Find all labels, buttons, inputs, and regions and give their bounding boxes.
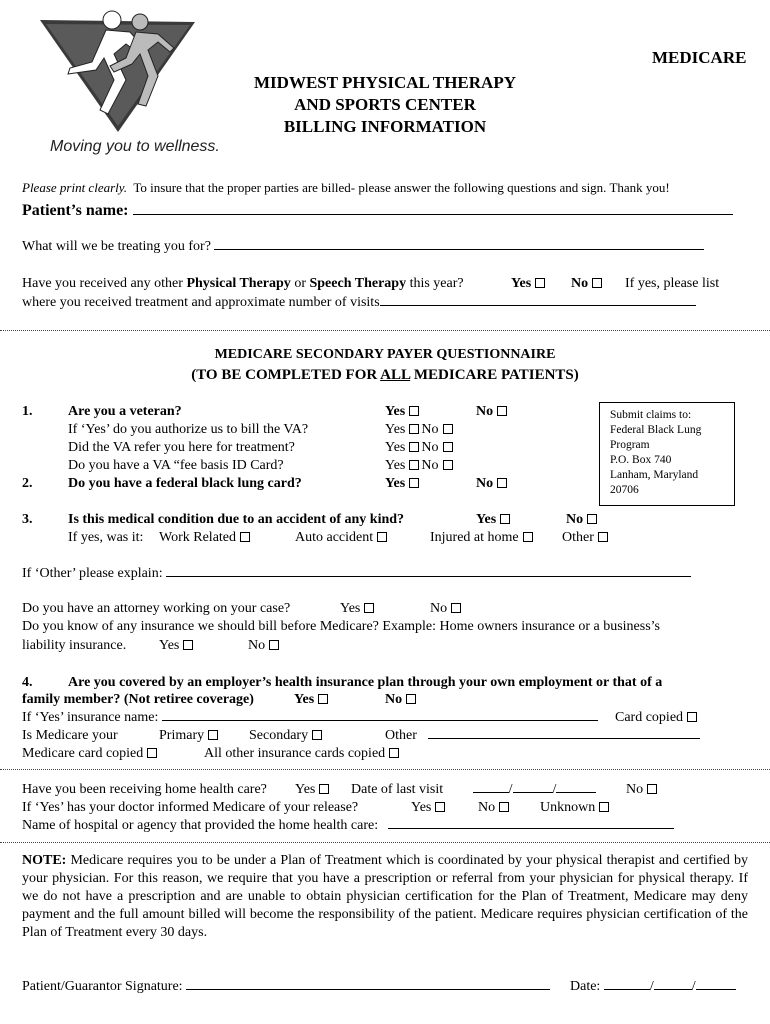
date-last-visit-month[interactable]: [473, 791, 509, 793]
primary-checkbox[interactable]: [208, 730, 218, 740]
date-last-visit: [351, 782, 596, 798]
q2-no-label: No: [476, 476, 494, 491]
q3-yes: [476, 512, 512, 528]
treating-row: [22, 239, 704, 255]
submit-line-6: 20706: [610, 484, 639, 496]
hospital-name-field[interactable]: [388, 827, 674, 829]
q1c-no-label: No: [421, 458, 439, 473]
all-other-cards: [204, 746, 401, 762]
card-copied: [615, 710, 699, 726]
q1b-yes-checkbox[interactable]: [409, 442, 419, 452]
q3-no-checkbox[interactable]: [587, 514, 597, 524]
treating-label: What will we be treating you for?: [22, 239, 211, 254]
q1-no-label: No: [476, 404, 494, 419]
q1a-no-checkbox[interactable]: [443, 424, 453, 434]
q1b-text: Did the VA refer you here for treatment?: [68, 440, 295, 455]
q2-yes-checkbox[interactable]: [409, 478, 419, 488]
q1b-yes-label: Yes: [385, 440, 406, 455]
q4-yes-checkbox[interactable]: [318, 694, 328, 704]
home-health-yes: [295, 782, 331, 798]
q3-home-checkbox[interactable]: [523, 532, 533, 542]
q3-text: Is this medical condition due to an accident of any kind?: [68, 512, 405, 527]
ins-name-label: If ‘Yes’ insurance name:: [22, 710, 159, 725]
therapy-st: Speech Therapy: [309, 276, 407, 291]
divider-3: [0, 842, 770, 843]
ins-name-field[interactable]: [162, 719, 598, 721]
q4-no-checkbox[interactable]: [406, 694, 416, 704]
q3-home: [430, 530, 535, 546]
signature-slash-1: /: [649, 979, 654, 994]
q3-no-label: No: [566, 512, 584, 527]
attorney-yes-checkbox[interactable]: [364, 603, 374, 613]
q4-yes-label: Yes: [294, 692, 315, 707]
liability-no: [248, 638, 281, 654]
q2-yes: [385, 476, 421, 492]
form-type: MEDICARE: [652, 48, 747, 67]
q3-work-label: Work Related: [159, 530, 237, 545]
msp-title-2-pre: (TO BE COMPLETED FOR: [191, 367, 381, 383]
home-health-no-checkbox[interactable]: [647, 784, 657, 794]
divider-2: [0, 769, 770, 770]
secondary-option: [249, 728, 324, 744]
q3-auto: [295, 530, 389, 546]
q2-number: 2.: [22, 476, 33, 491]
home-health-yes-label: Yes: [295, 782, 316, 797]
q4-no-label: No: [385, 692, 403, 707]
q1-text: Are you a veteran?: [68, 404, 182, 419]
doctor-no: [478, 800, 511, 816]
intro-instructions: To insure that the proper parties are billed- please answer the following questions and sign. Thank you!: [133, 180, 670, 195]
therapy-yes: [511, 276, 547, 292]
hospital-name-row: [22, 818, 674, 834]
other-explain-label: If ‘Other’ please explain:: [22, 566, 163, 581]
hospital-name-label: Name of hospital or agency that provided the home health care:: [22, 818, 379, 833]
home-health-no-label: No: [626, 782, 644, 797]
q1c-text: Do you have a VA “fee basis ID Card?: [68, 458, 284, 473]
q4-yes: [294, 692, 330, 708]
q3-yes-checkbox[interactable]: [500, 514, 510, 524]
medicare-card-copied-checkbox[interactable]: [147, 748, 157, 758]
signature-slash-2: /: [691, 979, 696, 994]
date-slash-2: /: [552, 782, 557, 797]
q1-yes-checkbox[interactable]: [409, 406, 419, 416]
doctor-yes-label: Yes: [411, 800, 432, 815]
q3-number: 3.: [22, 512, 33, 527]
q3-no: [566, 512, 599, 528]
title-line-1: MIDWEST PHYSICAL THERAPY: [254, 73, 516, 92]
liability-yes-label: Yes: [159, 638, 180, 653]
home-health-no: [626, 782, 659, 798]
all-other-cards-checkbox[interactable]: [389, 748, 399, 758]
q1a-answers: [385, 422, 455, 438]
signature-field[interactable]: [186, 988, 550, 990]
q1a-yes-checkbox[interactable]: [409, 424, 419, 434]
card-copied-checkbox[interactable]: [687, 712, 697, 722]
q1b-no-label: No: [421, 440, 439, 455]
primary-option: [159, 728, 220, 744]
msp-title-2-post: MEDICARE PATIENTS): [410, 367, 579, 383]
q2-text: Do you have a federal black lung card?: [68, 476, 302, 491]
q3-work-checkbox[interactable]: [240, 532, 250, 542]
signature-date-day[interactable]: [654, 988, 692, 990]
attorney-yes: [340, 601, 376, 617]
msp-title-2: [0, 367, 770, 384]
signature-date-year[interactable]: [696, 988, 736, 990]
q1-yes-label: Yes: [385, 404, 406, 419]
where-received-row: [22, 295, 696, 311]
q3-other-checkbox[interactable]: [598, 532, 608, 542]
q2-no: [476, 476, 509, 492]
attorney-no: [430, 601, 463, 617]
other-label: Other: [385, 728, 417, 743]
signature-date-month[interactable]: [604, 988, 650, 990]
signature-row: [22, 979, 550, 995]
q3-auto-label: Auto accident: [295, 530, 374, 545]
q3-other: [562, 530, 610, 546]
patient-name-label: Patient’s name:: [22, 202, 129, 219]
logo-tagline: Moving you to wellness.: [50, 138, 220, 155]
signature-label: Patient/Guarantor Signature:: [22, 979, 183, 994]
intro-line: [22, 180, 670, 196]
q2-yes-label: Yes: [385, 476, 406, 491]
therapy-no-label: No: [571, 276, 589, 291]
q1a-yes-label: Yes: [385, 422, 406, 437]
doctor-yes: [411, 800, 447, 816]
attorney-no-checkbox[interactable]: [451, 603, 461, 613]
home-health-question: Have you been receiving home health care?: [22, 782, 267, 797]
attorney-no-label: No: [430, 601, 448, 616]
therapy-or: or: [290, 276, 310, 291]
other-option: [385, 728, 700, 744]
liability-label: liability insurance.: [22, 638, 127, 653]
other-field[interactable]: [428, 737, 700, 739]
q1c-yes-checkbox[interactable]: [409, 460, 419, 470]
insurance-question: Do you know of any insurance we should bill before Medicare? Example: Home owners insurance or a business’s: [22, 619, 660, 634]
q2-no-checkbox[interactable]: [497, 478, 507, 488]
liability-yes-checkbox[interactable]: [183, 640, 193, 650]
therapy-yes-label: Yes: [511, 276, 532, 291]
where-received-label: where you received treatment and approximate number of visits: [22, 295, 380, 310]
doctor-no-label: No: [478, 800, 496, 815]
therapy-no-checkbox[interactable]: [592, 278, 602, 288]
doctor-unknown-checkbox[interactable]: [599, 802, 609, 812]
date-last-visit-label: Date of last visit: [351, 782, 444, 797]
q1-number: 1.: [22, 404, 33, 419]
q4-number: 4.: [22, 675, 33, 690]
doctor-no-checkbox[interactable]: [499, 802, 509, 812]
therapy-no: [571, 276, 604, 292]
where-received-field[interactable]: [380, 304, 696, 306]
q4-no: [385, 692, 418, 708]
q3-yes-label: Yes: [476, 512, 497, 527]
if-yes-list: If yes, please list: [625, 276, 720, 291]
q1b-no-checkbox[interactable]: [443, 442, 453, 452]
signature-date-label: Date:: [570, 979, 601, 994]
other-explain-field[interactable]: [166, 575, 691, 577]
divider-1: [0, 330, 770, 331]
q1-no: [476, 404, 509, 420]
submit-claims-box: [599, 402, 735, 506]
q3-auto-checkbox[interactable]: [377, 532, 387, 542]
card-copied-label: Card copied: [615, 710, 684, 725]
note-paragraph: [22, 852, 748, 942]
title-line-3: BILLING INFORMATION: [283, 117, 487, 136]
date-slash-1: /: [508, 782, 513, 797]
q4-line-1: Are you covered by an employer’s health insurance plan through your own employment or that of a: [68, 675, 663, 690]
q3-home-label: Injured at home: [430, 530, 519, 545]
treating-field[interactable]: [214, 248, 704, 250]
note-label: NOTE:: [22, 853, 67, 868]
ins-name-row: [22, 710, 598, 726]
date-last-visit-year[interactable]: [556, 791, 596, 793]
q1a-text: If ‘Yes’ do you authorize us to bill the VA?: [68, 422, 309, 437]
q3-other-label: Other: [562, 530, 594, 545]
attorney-yes-label: Yes: [340, 601, 361, 616]
q1a-no-label: No: [421, 422, 439, 437]
therapy-q-prefix: Have you received any other: [22, 276, 187, 291]
q1c-no-checkbox[interactable]: [443, 460, 453, 470]
print-clearly: Please print clearly.: [22, 180, 128, 195]
is-medicare-label: Is Medicare your: [22, 728, 118, 743]
medicare-card-copied: [22, 746, 159, 762]
therapy-pt: Physical Therapy: [186, 276, 291, 291]
therapy-question: [22, 276, 464, 292]
doctor-yes-checkbox[interactable]: [435, 802, 445, 812]
note-text: Medicare requires you to be under a Plan of Treatment which is coordinated by your physical therapist and certified by your physician. For this reason, we require that you have a prescription or referral from your physician for physical therapy. If we do not have a prescription and are unable to obtain physician certification for the Plan of Treatment, Medicare may deny payment and the full amount billed will become the responsibility of the patient. Medicare requires physician certification of the Plan of Treatment every 30 days.: [22, 853, 748, 940]
submit-line-1: Submit claims to:: [610, 409, 692, 421]
doctor-unknown: [540, 800, 611, 816]
submit-line-2: Federal Black Lung: [610, 424, 702, 436]
q4-line-2: family member? (Not retiree coverage): [22, 692, 254, 707]
secondary-checkbox[interactable]: [312, 730, 322, 740]
doctor-unknown-label: Unknown: [540, 800, 596, 815]
q1b-answers: [385, 440, 455, 456]
liability-yes: [159, 638, 195, 654]
submit-line-5: Lanham, Maryland: [610, 469, 699, 481]
q1-no-checkbox[interactable]: [497, 406, 507, 416]
title-line-2: AND SPORTS CENTER: [294, 95, 476, 114]
date-last-visit-day[interactable]: [513, 791, 553, 793]
home-health-yes-checkbox[interactable]: [319, 784, 329, 794]
attorney-question: Do you have an attorney working on your case?: [22, 601, 291, 616]
primary-label: Primary: [159, 728, 205, 743]
submit-line-4: P.O. Box 740: [610, 454, 672, 466]
q1-yes: [385, 404, 421, 420]
therapy-q-suffix: this year?: [406, 276, 464, 291]
q3-if-yes: If yes, was it:: [68, 530, 144, 545]
therapy-yes-checkbox[interactable]: [535, 278, 545, 288]
liability-no-label: No: [248, 638, 266, 653]
other-explain-row: [22, 566, 691, 582]
signature-date: [570, 979, 736, 995]
msp-title-2-all: ALL: [380, 367, 411, 383]
q1c-answers: [385, 458, 455, 474]
medicare-card-copied-label: Medicare card copied: [22, 746, 144, 761]
patient-name-field[interactable]: [133, 213, 733, 215]
q3-work: [159, 530, 252, 546]
submit-line-3: Program: [610, 439, 650, 451]
q1c-yes-label: Yes: [385, 458, 406, 473]
doctor-question: If ‘Yes’ has your doctor informed Medicare of your release?: [22, 800, 359, 815]
liability-no-checkbox[interactable]: [269, 640, 279, 650]
secondary-label: Secondary: [249, 728, 309, 743]
msp-title-1: MEDICARE SECONDARY PAYER QUESTIONNAIRE: [214, 347, 556, 362]
all-other-cards-label: All other insurance cards copied: [204, 746, 386, 761]
patient-name-row: [22, 202, 733, 220]
